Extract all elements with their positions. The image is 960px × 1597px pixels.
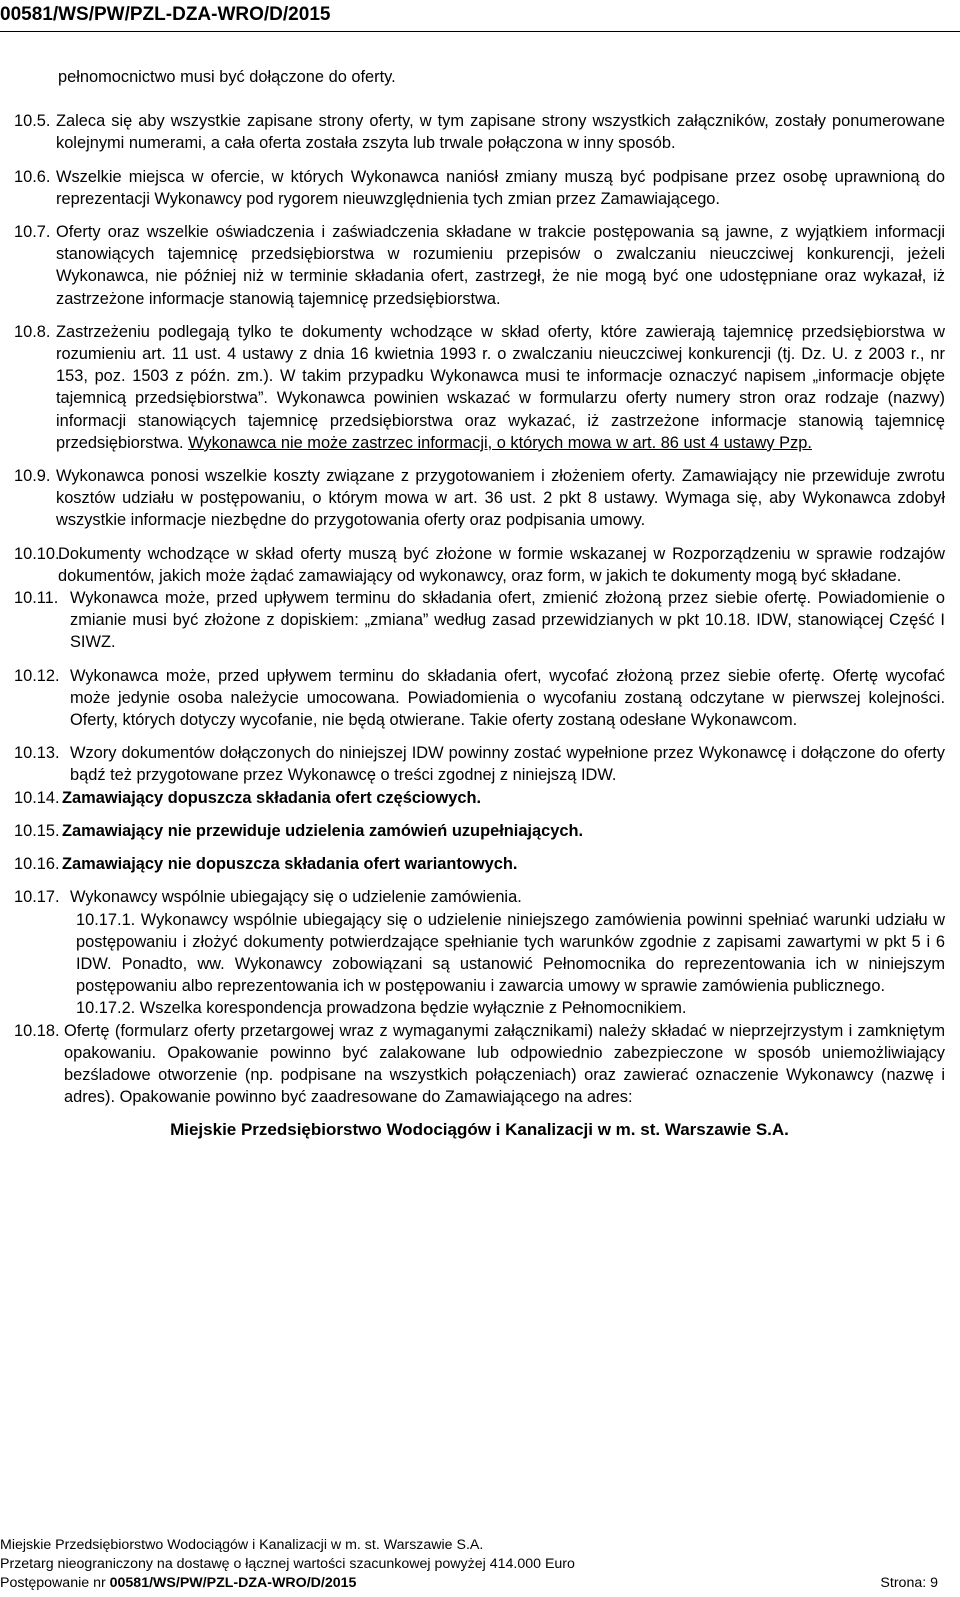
section-10-7 — [14, 221, 945, 310]
section-number: 10.17. — [14, 888, 60, 907]
footer-tender-description: Przetarg nieograniczony na dostawę o łącznej wartości szacunkowej powyżej 414.000 Euro — [0, 1556, 575, 1572]
section-text: Wykonawca może, przed upływem terminu do składania ofert, wycofać złożoną przez siebie ofertę. Ofertę wycofać może jedynie osoba należycie umocowana. Powiadomienia o wycofaniu zostaną odczytane w pierwszej kolejności. Oferty, których dotyczy wycofanie, nie będą otwierane. Takie oferty zostaną odesłane Wykonawcom. — [70, 666, 945, 730]
section-10-6 — [14, 166, 945, 210]
section-10-16 — [14, 853, 945, 875]
section-text: Zamawiający nie przewiduje udzielenia zamówień uzupełniających. — [62, 821, 584, 840]
section-number: 10.11. — [14, 589, 59, 608]
section-text: Oferty oraz wszelkie oświadczenia i zaświadczenia składane w trakcie postępowania są jawne, z wyjątkiem informacji stanowiących tajemnicę przedsiębiorstwa w rozumieniu przepisów o zwalczaniu nieuczciwej konkurencji, jeżeli Wykonawca, nie później niż w terminie składania ofert, zastrzegł, że nie mogą być one udostępniane oraz wykazał, iż zastrzeżone informacje stanowią tajemnicę przedsiębiorstwa. — [56, 223, 945, 308]
section-10-15 — [14, 820, 945, 842]
section-text: Dokumenty wchodzące w skład oferty muszą być złożone w formie wskazanej w Rozporządzeniu w sprawie rodzajów dokumentów, jakich może żądać zamawiający od wykonawcy, oraz form, w jakich te dokumenty mogą być składane. — [58, 544, 945, 585]
document-body — [14, 66, 945, 1142]
section-number: 10.10. — [14, 544, 60, 563]
section-number: 10.7. — [14, 223, 51, 242]
section-10-5 — [14, 110, 945, 154]
section-text-plain: Zastrzeżeniu podlegają tylko te dokumenty wchodzące w skład oferty, które zawierają tajemnicę przedsiębiorstwa w rozumieniu art. 11 ust. 4 ustawy z dnia 16 kwietnia 1993 r. o zwalczaniu nieuczciwej konkurencji (tj. Dz. U. z 2003 r., nr 153, poz. 1503 z późn. zm.). W takim przypadku Wykonawca musi te informacje oznaczyć napisem „informacje objęte tajemnicą przedsiębiorstwa”. Wykonawca powinien wskazać w formularzu oferty numery stron oraz rodzaje (nazwy) informacji stanowiących tajemnicę przedsiębiorstwa oraz wykazać, iż zastrzeżone informacje stanowią tajemnicę przedsiębiorstwa. — [56, 322, 945, 452]
subsection-10-17-1: 10.17.1. Wykonawcy wspólnie ubiegający się o udzielenie niniejszego zamówienia powinni spełniać warunki udziału w postępowaniu i złożyć dokumenty potwierdzające spełnianie tych warunków zgodnie z zapisami zawartymi w pkt 5 i 6 IDW. Ponadto, ww. Wykonawcy zobowiązani są ustanowić Pełnomocnika do reprezentowania ich w niniejszym postępowaniu albo reprezentowania ich w postępowaniu i zawarcia umowy w sprawie zamówienia publicznego. — [76, 910, 945, 996]
section-text: Zaleca się aby wszystkie zapisane strony oferty, w tym zapisane strony wszystkich załączników, zostały ponumerowane kolejnymi numerami, a cała oferta została zszyta lub trwale połączona w inny sposób. — [56, 112, 945, 153]
footer-procedure-row — [0, 1574, 960, 1593]
section-number: 10.6. — [14, 167, 51, 186]
section-10-12 — [14, 665, 945, 732]
section-number: 10.15. — [14, 821, 60, 840]
section-text — [56, 321, 945, 454]
section-text: Wykonawca może, przed upływem terminu do składania ofert, zmienić złożoną przez siebie ofertę. Powiadomienie o zmianie musi być złożone z dopiskiem: „zmiana” według zasad przewidzianych w pkt 10.18. IDW, stanowiącej Część I SIWZ. — [70, 589, 945, 652]
section-number: 10.16. — [14, 855, 60, 874]
footer-company: Miejskie Przedsiębiorstwo Wodociągów i Kanalizacji w m. st. Warszawie S.A. — [0, 1537, 484, 1553]
section-number: 10.8. — [14, 322, 51, 341]
section-10-9 — [14, 465, 945, 532]
section-number: 10.5. — [14, 112, 51, 131]
section-10-14 — [14, 787, 945, 809]
section-text: Zamawiający dopuszcza składania ofert częściowych. — [62, 788, 482, 807]
section-text: Ofertę (formularz oferty przetargowej wraz z wymaganymi załącznikami) należy składać w nieprzejrzystym i zamkniętym opakowaniu. Opakowanie powinno być zalakowane lub odpowiednio zabezpieczone w sposób uniemożliwiający bezśladowe otworzenie (np. podpisane na wszystkich połączeniach) oraz zawierać oznaczenie Wykonawcy (nazwę i adres). Opakowanie powinno być zaadresowane do Zamawiającego na adres: — [64, 1021, 945, 1107]
section-10-11 — [14, 587, 945, 654]
section-number: 10.13. — [14, 744, 60, 763]
paragraph-intro: pełnomocnictwo musi być dołączone do oferty. — [58, 68, 396, 86]
subsection-10-17-2: 10.17.2. Wszelka korespondencja prowadzona będzie wyłącznie z Pełnomocnikiem. — [76, 999, 687, 1018]
page-footer — [0, 1536, 960, 1593]
section-10-8 — [14, 321, 945, 454]
header-divider — [0, 31, 960, 32]
section-10-13 — [14, 742, 945, 786]
section-text: Wzory dokumentów dołączonych do niniejszej IDW powinny zostać wypełnione przez Wykonawcę i dołączone do oferty bądź też przygotowane przez Wykonawcę o treści zgodnej z niniejszą IDW. — [70, 744, 945, 785]
footer-procedure — [0, 1574, 356, 1593]
footer-procedure-id: 00581/WS/PW/PZL-DZA-WRO/D/2015 — [109, 1575, 357, 1591]
delivery-address: Miejskie Przedsiębiorstwo Wodociągów i Kanalizacji w m. st. Warszawie S.A. — [170, 1120, 789, 1140]
section-10-10 — [14, 543, 945, 587]
section-text: Wykonawca ponosi wszelkie koszty związane z przygotowaniem i złożeniem oferty. Zamawiający nie przewiduje zwrotu kosztów udziału w postępowaniu, o którym mowa w art. 36 ust. 2 pkt 8 ustawy. Wymaga się, aby Wykonawca zdobył wszystkie informacje niezbędne do przygotowania oferty oraz podpisania umowy. — [56, 467, 945, 530]
section-10-17 — [14, 886, 945, 1019]
section-text: Wszelkie miejsca w ofercie, w których Wykonawca naniósł zmiany muszą być podpisane przez osobę uprawnioną do reprezentacji Wykonawcy pod rygorem nieuwzględnienia tych zmian przez Zamawiającego. — [56, 167, 945, 208]
section-number: 10.14. — [14, 788, 60, 807]
document-id-header: 00581/WS/PW/PZL-DZA-WRO/D/2015 — [0, 4, 331, 25]
footer-procedure-prefix: Postępowanie nr — [0, 1575, 110, 1591]
section-number: 10.12. — [14, 666, 60, 685]
section-10-18 — [14, 1020, 945, 1109]
section-number: 10.18. — [14, 1021, 60, 1040]
section-text: Wykonawcy wspólnie ubiegający się o udzielenie zamówienia. — [70, 888, 522, 907]
section-text-underlined: Wykonawca nie może zastrzec informacji, o których mowa w art. 86 ust 4 ustawy Pzp. — [188, 433, 812, 452]
section-text: Zamawiający nie dopuszcza składania ofert wariantowych. — [62, 855, 518, 874]
page-number: Strona: 9 — [880, 1575, 938, 1591]
section-number: 10.9. — [14, 467, 51, 486]
